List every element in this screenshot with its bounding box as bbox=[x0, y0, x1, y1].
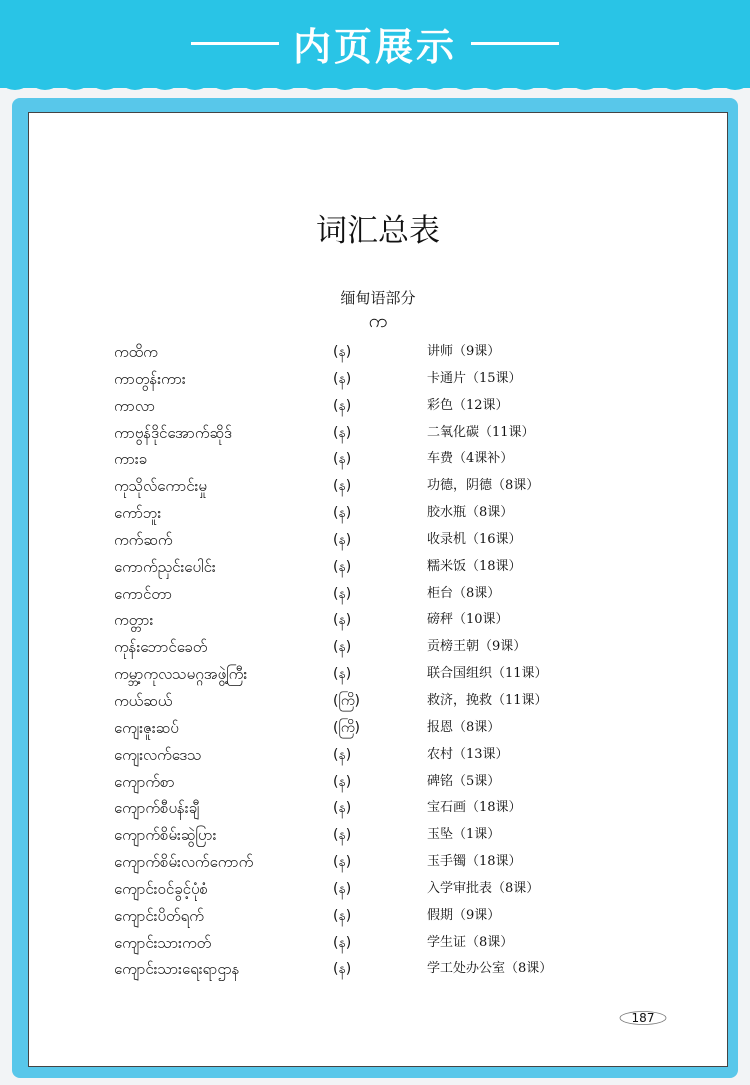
vocab-part-of-speech: (န) bbox=[333, 558, 352, 575]
vocab-row bbox=[29, 634, 727, 661]
vocab-word: ကောင်တာ bbox=[114, 584, 173, 603]
vocab-meaning: 胶水瓶（8课） bbox=[427, 505, 514, 521]
vocab-meaning: 柜台（8课） bbox=[427, 585, 501, 601]
vocab-part-of-speech: (န) bbox=[333, 585, 352, 602]
vocab-meaning: 宝石画（18课） bbox=[427, 800, 522, 816]
vocab-word: ကက်ဆက် bbox=[114, 530, 173, 549]
vocab-row bbox=[29, 876, 727, 903]
vocab-word: ကျောက်စာ bbox=[114, 772, 175, 791]
vocab-word: ကမ္ဘာ့ကုလသမဂ္ဂအဖွဲ့ကြီး bbox=[114, 665, 248, 684]
vocab-meaning: 二氧化碳（11课） bbox=[427, 424, 535, 440]
vocab-meaning: 彩色（12课） bbox=[427, 397, 509, 413]
vocab-word: ကယ်ဆယ် bbox=[114, 691, 173, 710]
vocab-part-of-speech: (န) bbox=[333, 773, 352, 790]
vocab-row bbox=[29, 930, 727, 957]
vocab-meaning: 玉手镯（18课） bbox=[427, 854, 522, 870]
vocab-meaning: 玉坠（1课） bbox=[427, 827, 501, 843]
vocab-part-of-speech: (န) bbox=[333, 397, 352, 414]
vocab-word: ကားခ bbox=[114, 450, 148, 469]
vocab-word: ကောက်ညှင်းပေါင်း bbox=[114, 557, 216, 576]
vocab-word: ကုသိုလ်ကောင်းမှု bbox=[114, 477, 207, 496]
vocab-word: ကျောင်းဝင်ခွင့်ပုံစံ bbox=[114, 879, 208, 898]
banner-scallop-edge bbox=[0, 74, 750, 98]
vocab-row bbox=[29, 446, 727, 473]
vocab-part-of-speech: (ကြိ) bbox=[333, 719, 360, 736]
vocab-word: ကျောက်စိမ်းဆွဲပြား bbox=[114, 826, 217, 845]
vocab-row bbox=[29, 500, 727, 527]
vocab-row bbox=[29, 661, 727, 688]
vocab-row bbox=[29, 795, 727, 822]
vocab-meaning: 救济，挽救（11课） bbox=[427, 692, 548, 708]
page-title: 词汇总表 bbox=[316, 213, 440, 249]
page-number: 187 bbox=[631, 1011, 655, 1025]
page-number-ornament bbox=[619, 1010, 667, 1026]
vocab-row bbox=[29, 607, 727, 634]
vocab-row bbox=[29, 715, 727, 742]
vocab-word: ကာလာ bbox=[114, 396, 156, 415]
vocab-row bbox=[29, 366, 727, 393]
vocab-part-of-speech: (န) bbox=[333, 880, 352, 897]
vocab-word: ကော်ဘူး bbox=[114, 504, 162, 523]
vocab-word: ကျေးဇူးဆပ် bbox=[114, 718, 179, 737]
vocab-row bbox=[29, 527, 727, 554]
vocab-meaning: 车费（4课补） bbox=[427, 451, 514, 467]
vocab-meaning: 磅秤（10课） bbox=[427, 612, 509, 628]
vocab-part-of-speech: (ကြိ) bbox=[333, 692, 360, 709]
vocab-part-of-speech: (န) bbox=[333, 531, 352, 548]
vocab-meaning: 假期（9课） bbox=[427, 907, 501, 923]
vocab-meaning: 学生证（8课） bbox=[427, 934, 514, 950]
vocab-row bbox=[29, 473, 727, 500]
vocab-part-of-speech: (န) bbox=[333, 854, 352, 871]
vocab-part-of-speech: (န) bbox=[333, 934, 352, 951]
vocab-meaning: 碑铭（5课） bbox=[427, 773, 501, 789]
vocab-meaning: 卡通片（15课） bbox=[427, 370, 522, 386]
vocab-row bbox=[29, 849, 727, 876]
vocab-part-of-speech: (န) bbox=[333, 800, 352, 817]
vocab-part-of-speech: (န) bbox=[333, 424, 352, 441]
vocab-part-of-speech: (န) bbox=[333, 451, 352, 468]
vocab-meaning: 贡榜王朝（9课） bbox=[427, 639, 527, 655]
vocab-word: ကတ္တား bbox=[114, 611, 154, 630]
vocab-row bbox=[29, 420, 727, 447]
banner-title: 内页展示 bbox=[292, 24, 457, 69]
vocab-part-of-speech: (န) bbox=[333, 478, 352, 495]
vocab-part-of-speech: (န) bbox=[333, 639, 352, 656]
vocab-word: ကာဗွန်ဒိုင်အောက်ဆိုဒ် bbox=[114, 423, 232, 442]
vocab-row bbox=[29, 822, 727, 849]
vocab-row bbox=[29, 688, 727, 715]
vocab-part-of-speech: (န) bbox=[333, 961, 352, 978]
vocab-word: ကျောင်းပိတ်ရက် bbox=[114, 906, 204, 925]
vocab-row bbox=[29, 339, 727, 366]
vocab-row bbox=[29, 554, 727, 581]
vocab-part-of-speech: (န) bbox=[333, 907, 352, 924]
vocab-word: ကာတွန်းကား bbox=[114, 369, 186, 388]
vocab-word: ကျောက်စိမ်းလက်ကောက် bbox=[114, 853, 254, 872]
vocab-word: ကျောက်စီပန်းချီ bbox=[114, 799, 200, 818]
book-page bbox=[28, 112, 728, 1067]
vocab-row bbox=[29, 903, 727, 930]
vocab-word: ကျောင်းသားရေးရာဌာန bbox=[114, 960, 240, 979]
vocab-row bbox=[29, 393, 727, 420]
vocab-meaning: 收录机（16课） bbox=[427, 531, 522, 547]
vocab-part-of-speech: (န) bbox=[333, 746, 352, 763]
vocab-part-of-speech: (န) bbox=[333, 666, 352, 683]
vocab-word: ကထိက bbox=[114, 343, 158, 361]
vocab-row bbox=[29, 956, 727, 983]
vocab-part-of-speech: (န) bbox=[333, 370, 352, 387]
vocab-meaning: 糯米饭（18课） bbox=[427, 558, 522, 574]
vocab-meaning: 报恩（8课） bbox=[427, 719, 501, 735]
vocab-meaning: 农村（13课） bbox=[427, 746, 509, 762]
section-title: 缅甸语部分 bbox=[340, 289, 416, 307]
vocab-part-of-speech: (န) bbox=[333, 505, 352, 522]
vocab-word: ကျောင်းသားကတ် bbox=[114, 933, 212, 952]
vocab-row bbox=[29, 769, 727, 796]
vocab-part-of-speech: (န) bbox=[333, 612, 352, 629]
vocabulary-list bbox=[29, 339, 727, 983]
banner-left-rule bbox=[191, 42, 279, 45]
vocab-row bbox=[29, 742, 727, 769]
banner-title-row bbox=[0, 10, 750, 76]
letter-heading: က bbox=[368, 310, 388, 332]
banner-right-rule bbox=[471, 42, 559, 45]
vocab-part-of-speech: (န) bbox=[333, 344, 352, 360]
vocab-word: ကျေးလက်ဒေသ bbox=[114, 745, 202, 764]
vocab-meaning: 学工处办公室（8课） bbox=[427, 961, 553, 977]
vocab-meaning: 入学审批表（8课） bbox=[427, 880, 540, 896]
vocab-row bbox=[29, 581, 727, 608]
vocab-meaning: 联合国组织（11课） bbox=[427, 666, 548, 682]
vocab-meaning: 讲师（9课） bbox=[427, 344, 501, 359]
vocab-meaning: 功德，阴德（8课） bbox=[427, 478, 540, 494]
vocab-part-of-speech: (န) bbox=[333, 827, 352, 844]
vocab-word: ကုန်းဘောင်ခေတ် bbox=[114, 638, 208, 657]
